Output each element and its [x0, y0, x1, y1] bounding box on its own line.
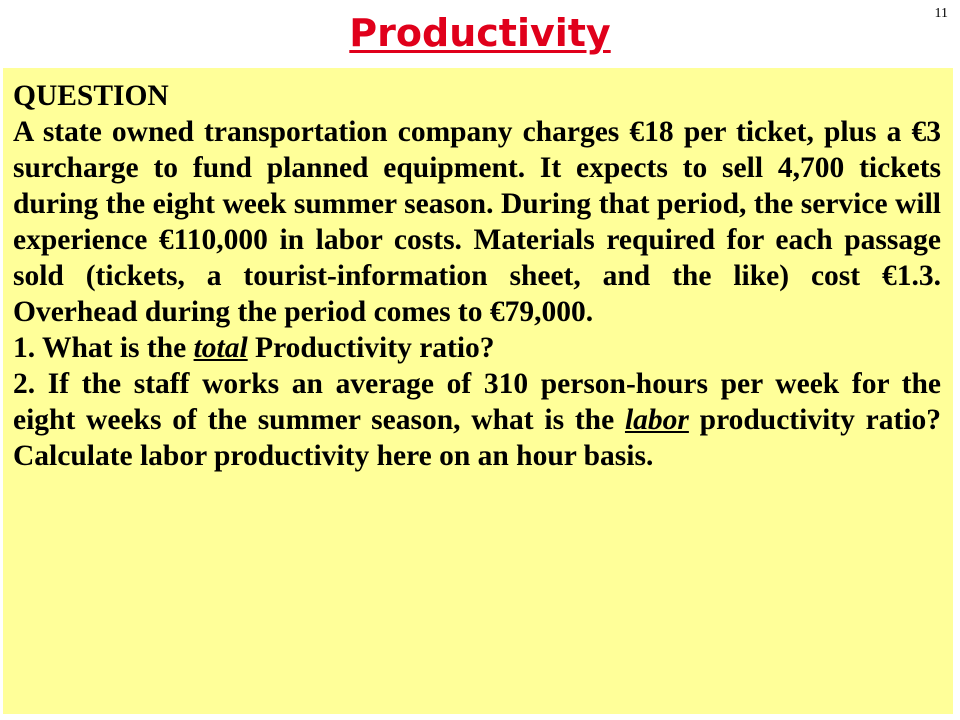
- page-number: 11: [934, 6, 948, 21]
- question-1: [13, 330, 941, 366]
- question-2-emphasis: labor: [624, 404, 689, 436]
- question-1-suffix: Productivity ratio?: [247, 332, 495, 364]
- question-1-prefix: 1. What is the: [13, 332, 194, 364]
- slide-title: Productivity: [349, 11, 611, 55]
- question-box: [3, 68, 953, 714]
- question-heading: QUESTION: [13, 80, 169, 112]
- question-2: [13, 366, 941, 474]
- question-2-prefix: 2. If the staff works an average of 310 person-hours per week for the eight weeks of the summer season, what is the: [13, 368, 941, 436]
- question-paragraph: A state owned transportation company charges €18 per ticket, plus a €3 surcharge to fund planned equipment. It expects to sell 4,700 tickets during the eight week summer season. During that period, the service will experience €110,000 in labor costs. Materials required for each passage sold (tickets, a tourist-information sheet, and the like) cost €1.3. Overhead during the period comes to €79,000.: [13, 116, 941, 328]
- question-1-emphasis: total: [193, 332, 248, 364]
- question-2-suffix: productivity ratio? Calculate labor productivity here on an hour basis.: [13, 404, 941, 472]
